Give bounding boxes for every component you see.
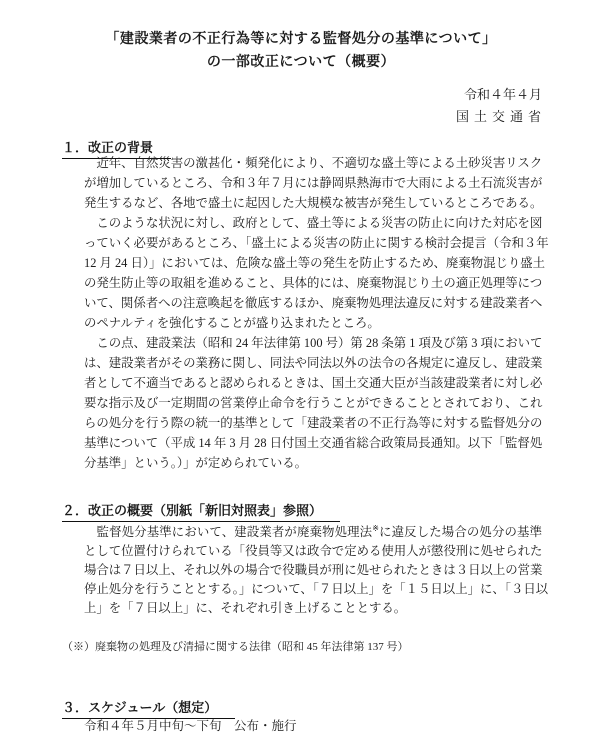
text-line: らの処分を行う際の統一的基準として「建設業者の不正行為等に対する監督処分の xyxy=(84,416,543,430)
document-date: 令和４年４月 xyxy=(463,87,542,102)
text-line: の発生防止等の取組を進めること、具体的には、廃棄物混じり土の適正処理等につ xyxy=(84,276,543,290)
text-line: 要な指示及び一定期間の営業停止命令を行うことができることとされており、これ xyxy=(84,396,543,410)
text-line: 者として不適当であると認められるときは、国土交通大臣が当該建設業者に対し必 xyxy=(84,376,543,390)
text-line: が増加しているところ、令和３年７月には静岡県熱海市で大雨による土石流災害が xyxy=(84,176,543,190)
text-line: 基準について（平成 14 年 3 月 28 日付国土交通省総合政策局長通知。以下「監督処 xyxy=(84,436,543,450)
text-line: このような状況に対し、政府として、盛土等による災害の防止に向けた対応を図 xyxy=(84,216,543,230)
document-title-line-1: 「建設業者の不正行為等に対する監督処分の基準について」 xyxy=(105,30,497,46)
section-1-paragraph-3 xyxy=(84,333,542,473)
section-3-heading xyxy=(62,699,235,719)
section-1-body xyxy=(84,153,549,473)
text-line: 発生するなど、各地で盛土に起因した大規模な被害が発生しているところである。 xyxy=(84,196,543,210)
text-line: は、建設業者がその業務に関し、同法や同法以外の法令の各規定に違反し、建設業 xyxy=(84,356,543,370)
section-2-paragraph-1 xyxy=(84,523,549,618)
section-3-heading-text: ３．スケジュール（想定） xyxy=(62,699,235,719)
text-line: いて、関係者への注意喚起を徹底するほか、廃棄物処理法違反に対する建設業者へ xyxy=(84,296,543,310)
section-1-paragraph-2 xyxy=(84,213,549,333)
organization-name: 国土交通省 xyxy=(455,109,546,124)
section-2-body xyxy=(84,523,549,618)
text-line: 停止処分を行うこととする。」について、「７日以上」を「１５日以上」に、「３日以 xyxy=(84,582,549,596)
section-1-heading-text: １．改正の背景 xyxy=(62,139,171,159)
footnote-marker: ※ xyxy=(372,523,380,533)
schedule-line: 令和４年５月中旬～下旬 公布・施行 xyxy=(84,719,297,733)
text-line: 分基準」という。）」が定められている。 xyxy=(84,456,308,470)
text-line: 場合は７日以上、それ以外の場合で役職員が刑に処せられたときは３日以上の営業 xyxy=(84,563,543,577)
text-line: 近年、自然災害の激甚化・頻発化により、不適切な盛土等による土砂災害リスク xyxy=(84,156,543,170)
text-line: 監督処分基準において、建設業者が廃棄物処理法※に違反した場合の処分の基準 xyxy=(84,523,542,539)
document-title xyxy=(0,27,602,73)
text-line: この点、建設業法（昭和 24 年法律第 100 号）第 28 条第 1 項及び第 3 項において xyxy=(84,336,543,350)
section-2-heading xyxy=(62,502,340,522)
document-title-line-2: の一部改正について（概要） xyxy=(206,53,396,69)
text-line: 上」を「７日以上」に、それぞれ引き上げることとする。 xyxy=(84,601,407,615)
text-line: のペナルティを強化することが盛り込まれたところ。 xyxy=(84,316,380,330)
text-line: として位置付けられている「役員等又は政令で定める使用人が懲役刑に処せられた xyxy=(84,544,543,558)
section-1-paragraph-1 xyxy=(84,153,542,213)
section-2-heading-text: ２．改正の概要（別紙「新旧対照表」参照） xyxy=(62,502,340,522)
text-line: っていく必要があるところ、「盛土による災害の防止に関する検討会提言（令和３年 xyxy=(84,236,549,250)
footnote: （※）廃棄物の処理及び清掃に関する法律（昭和 45 年法律第 137 号） xyxy=(62,641,409,653)
text-line: 12 月 24 日）」においては、危険な盛土等の発生を防止するため、廃棄物混じり盛土 xyxy=(84,256,546,270)
